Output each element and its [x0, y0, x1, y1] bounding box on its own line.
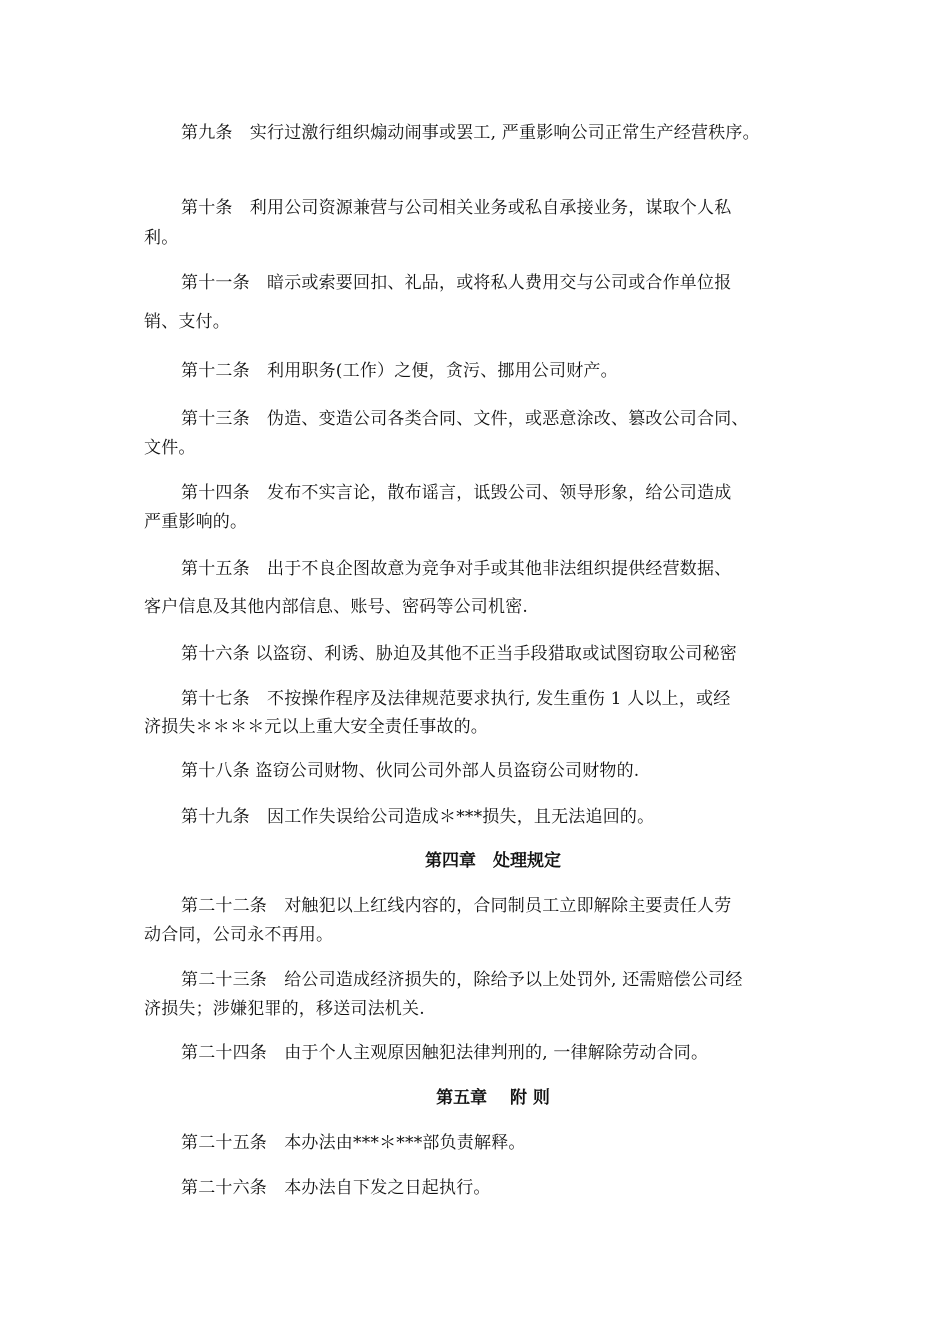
- article-26: 第二十六条 本办法自下发之日起执行。: [181, 1178, 491, 1198]
- article-17-line-2: 济损失＊＊＊＊元以上重大安全责任事故的。: [144, 717, 488, 737]
- chapter-4-heading: 第四章 处理规定: [425, 851, 561, 871]
- article-24: 第二十四条 由于个人主观原因触犯法律判刑的, 一律解除劳动合同。: [181, 1043, 709, 1063]
- article-25: 第二十五条 本办法由***＊***部负责解释。: [181, 1133, 526, 1153]
- article-15-line-2: 客户信息及其他内部信息、账号、密码等公司机密.: [144, 597, 529, 617]
- article-9: 第九条 实行过激行组织煽动闹事或罢工, 严重影响公司正常生产经营秩序。: [181, 123, 760, 143]
- article-23-line-2: 济损失；涉嫌犯罪的，移送司法机关.: [144, 999, 425, 1019]
- article-13-line-2: 文件。: [144, 438, 196, 458]
- article-15-line-1: 第十五条 出于不良企图故意为竞争对手或其他非法组织提供经营数据、: [181, 559, 732, 579]
- article-18: 第十八条 盗窃公司财物、伙同公司外部人员盗窃公司财物的.: [181, 761, 640, 781]
- article-11-line-2: 销、支付。: [144, 312, 230, 332]
- article-22-line-2: 动合同，公司永不再用。: [144, 925, 334, 945]
- article-12: 第十二条 利用职务(工作）之便，贪污、挪用公司财产。: [181, 361, 618, 381]
- article-13-line-1: 第十三条 伪造、变造公司各类合同、文件，或恶意涂改、篡改公司合同、: [181, 409, 749, 429]
- chapter-5-heading: 第五章 附 则: [436, 1088, 550, 1108]
- article-14-line-2: 严重影响的。: [144, 512, 248, 532]
- article-10-line-2: 利。: [144, 228, 179, 248]
- article-11-line-1: 第十一条 暗示或索要回扣、礼品，或将私人费用交与公司或合作单位报: [181, 273, 732, 293]
- article-19: 第十九条 因工作失误给公司造成＊***损失，且无法追回的。: [181, 807, 655, 827]
- article-22-line-1: 第二十二条 对触犯以上红线内容的，合同制员工立即解除主要责任人劳: [181, 896, 732, 916]
- article-14-line-1: 第十四条 发布不实言论，散布谣言，诋毁公司、领导形象，给公司造成: [181, 483, 732, 503]
- article-10-line-1: 第十条 利用公司资源兼营与公司相关业务或私自承接业务，谋取个人私: [181, 198, 732, 218]
- article-17-line-1: 第十七条 不按操作程序及法律规范要求执行, 发生重伤 1 人以上，或经: [181, 689, 731, 709]
- article-16: 第十六条 以盗窃、利诱、胁迫及其他不正当手段猎取或试图窃取公司秘密: [181, 644, 738, 664]
- article-23-line-1: 第二十三条 给公司造成经济损失的，除给予以上处罚外, 还需赔偿公司经: [181, 970, 743, 990]
